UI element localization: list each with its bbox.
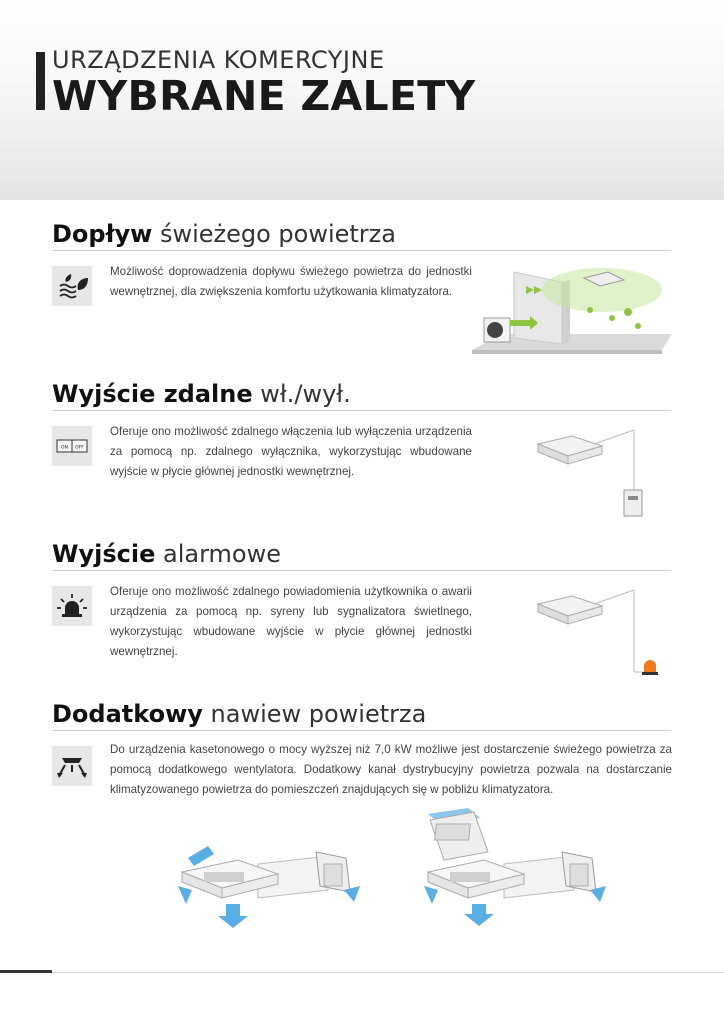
air-distribution-icon bbox=[52, 746, 92, 786]
section-title-fresh-air bbox=[52, 220, 396, 248]
section-text: Do urządzenia kasetonowego o mocy wyższej niż 7,0 kW możliwe jest dostarczenie świeżego powietrza za pomocą dodatkowego wentylatora. Dodatkowy kanał dystrybucyjny powietrza pozwala na dostarczanie klimatyzowanego powietrza do pomieszczeń znajdujących się w pobliżu klimatyzatora. bbox=[110, 743, 672, 796]
footer-accent-mark bbox=[0, 970, 52, 973]
section-text: Oferuje ono możliwość zdalnego powiadomienia użytkownika o awarii urządzenia za pomocą np. syreny lub sygnalizatora świetlnego, wykorzystując wbudowane wyjście w płycie głównej jednostki wewnętrznej. bbox=[110, 585, 472, 658]
section-title-bold: Wyjście bbox=[52, 540, 156, 568]
icon-off-label: OFF bbox=[75, 445, 84, 451]
section-title-remote-output bbox=[52, 380, 351, 408]
remote-switch-illustration bbox=[510, 424, 650, 529]
section-title-light: nawiew powietrza bbox=[202, 700, 427, 728]
section-title-bold: Wyjście zdalne bbox=[52, 380, 253, 408]
alarm-siren-icon bbox=[52, 586, 92, 626]
section-title-light: wł./wył. bbox=[252, 380, 351, 408]
on-off-switch-icon bbox=[52, 426, 92, 466]
section-divider bbox=[52, 570, 671, 571]
fresh-air-illustration bbox=[472, 262, 672, 362]
header-title: WYBRANE ZALETY bbox=[52, 72, 476, 120]
fresh-air-icon bbox=[52, 266, 92, 306]
footer-divider bbox=[0, 972, 724, 973]
header-accent-bar bbox=[36, 52, 45, 110]
section-text: Oferuje ono możliwość zdalnego włączenia lub wyłączenia urządzenia za pomocą np. zdalnego wyłącznika, wykorzystując wbudowane wyjście w płycie głównej jednostki wewnętrznej. bbox=[110, 425, 472, 478]
page-header bbox=[0, 0, 724, 200]
section-title-light: świeżego powietrza bbox=[152, 220, 396, 248]
section-divider bbox=[52, 730, 671, 731]
section-title-extra-airflow bbox=[52, 700, 426, 728]
section-title-alarm-output bbox=[52, 540, 281, 568]
section-divider bbox=[52, 250, 671, 251]
section-title-light: alarmowe bbox=[155, 540, 281, 568]
alarm-siren-illustration bbox=[510, 584, 660, 689]
section-text: Możliwość doprowadzenia dopływu świeżego powietrza do jednostki wewnętrznej, dla zwiększenia komfortu użytkowania klimatyzatora. bbox=[110, 265, 472, 298]
section-title-bold: Dodatkowy bbox=[52, 700, 203, 728]
cassette-duct-illustration-left bbox=[178, 846, 368, 935]
section-title-bold: Dopływ bbox=[52, 220, 153, 248]
header-subtitle: URZĄDZENIA KOMERCYJNE bbox=[52, 46, 385, 74]
section-divider bbox=[52, 410, 671, 411]
icon-on-label: ON bbox=[61, 445, 68, 451]
cassette-duct-illustration-right bbox=[424, 808, 614, 935]
